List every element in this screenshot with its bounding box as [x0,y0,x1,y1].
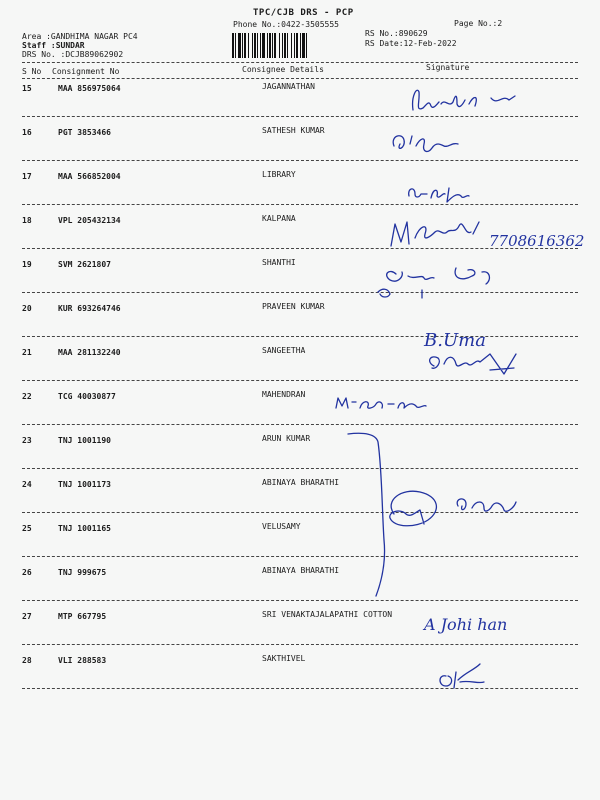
divider [22,468,578,469]
divider [22,600,578,601]
col-signature: Signature [426,63,470,72]
row-consignee: ABINAYA BHARATHI [262,478,340,487]
row-consignment: VPL 205432134 [58,216,121,225]
rs-date: RS Date:12-Feb-2022 [365,39,457,48]
divider [22,78,578,79]
row-sno: 24 [22,480,32,489]
divider [22,62,578,63]
row-sno: 16 [22,128,32,137]
row-consignee: PRAVEEN KUMAR [262,302,325,311]
handwritten-phone: 7708616362 [489,232,585,250]
row-sno: 23 [22,436,32,445]
row-consignee: LIBRARY [262,170,296,179]
rs-number: RS No.:890629 [365,29,428,38]
signature-16 [388,126,478,160]
signature-15 [405,82,525,122]
divider [22,160,578,161]
row-sno: 27 [22,612,32,621]
row-consignment: PGT 3853466 [58,128,111,137]
row-consignment: MTP 667795 [58,612,107,621]
row-consignee: VELUSAMY [262,522,301,531]
row-consignee: SANGEETHA [262,346,306,355]
row-consignment: TNJ 1001165 [58,524,111,533]
row-consignment: MAA 856975064 [58,84,121,93]
row-consignment: TNJ 999675 [58,568,107,577]
signature-23-26 [380,486,530,536]
col-sno: S No [22,67,42,76]
signature-22 [332,394,442,414]
row-consignment: TCG 40030877 [58,392,116,401]
row-consignment: SVM 2621807 [58,260,111,269]
divider [22,424,578,425]
col-consignment: Consignment No [52,67,120,76]
signature-19 [368,258,518,302]
handwritten-name: B.Uma [424,330,486,351]
row-consignment: TNJ 1001173 [58,480,111,489]
row-sno: 15 [22,84,32,93]
row-consignee: ABINAYA BHARATHI [262,566,340,575]
table-row [0,434,600,478]
divider [22,644,578,645]
row-consignee: KALPANA [262,214,296,223]
row-consignee: SAKTHIVEL [262,654,306,663]
signature-18 [385,214,585,256]
row-sno: 20 [22,304,32,313]
row-sno: 25 [22,524,32,533]
row-consignee: SRI VENAKTAJALAPATHI COTTON [262,610,393,619]
col-consignee: Consignee Details [242,65,324,74]
table-row [0,654,600,698]
phone-number: Phone No.:0422-3505555 [233,20,339,29]
signature-17 [405,180,475,206]
table-row [0,126,600,170]
signature-28 [430,658,500,694]
row-consignee: JAGANNATHAN [262,82,315,91]
signature-27 [420,608,560,638]
row-sno: 22 [22,392,32,401]
row-consignment: KUR 693264746 [58,304,121,313]
row-consignee: ARUN KUMAR [262,434,311,443]
table-row [0,566,600,610]
staff-label: Staff :SUNDAR [22,41,85,50]
row-consignee: MAHENDRAN [262,390,306,399]
row-consignee: SATHESH KUMAR [262,126,325,135]
divider [22,204,578,205]
table-row [0,170,600,214]
row-consignment: MAA 281132240 [58,348,121,357]
handwritten-name-27: A Johi han [424,615,508,634]
row-consignment: TNJ 1001190 [58,436,111,445]
divider [22,556,578,557]
drs-number: DRS No. :DCJB89062902 [22,50,124,59]
area-label: Area :GANDHIMA NAGAR PC4 [22,32,138,41]
table-row [0,390,600,434]
row-consignee: SHANTHI [262,258,296,267]
page-number: Page No.:2 [454,19,503,28]
row-sno: 21 [22,348,32,357]
row-sno: 18 [22,216,32,225]
barcode [232,33,356,58]
row-sno: 26 [22,568,32,577]
row-sno: 28 [22,656,32,665]
row-sno: 17 [22,172,32,181]
row-consignment: VLI 288583 [58,656,107,665]
signature-21 [420,324,570,386]
row-sno: 19 [22,260,32,269]
row-consignment: MAA 566852004 [58,172,121,181]
document-title: TPC/CJB DRS - PCP [253,8,354,18]
